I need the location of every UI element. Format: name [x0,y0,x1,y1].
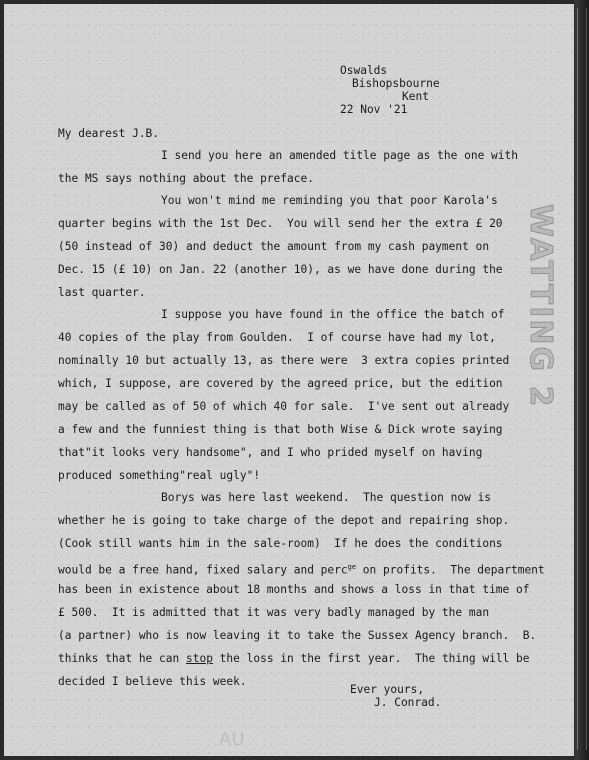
letter-date: 22 Nov '21 [340,103,408,116]
body-line: I suppose you have found in the office the batch of [161,308,505,321]
body-line: (50 instead of 30) and deduct the amount from my cash payment on [58,240,490,253]
address-line-1: Oswalds [340,64,388,77]
body-text: thinks that he can [58,652,186,665]
closing-line: Ever yours, [350,683,425,696]
archive-stamp: WATTING 2 [523,204,558,409]
body-line: that"it looks very handsome", and I who prided myself on having [58,446,483,459]
body-text: the loss in the first year. The thing will be [212,652,530,665]
body-line-with-underline [58,652,530,666]
scan-edge-bar [577,8,587,750]
address-line-2: Bishopsbourne [352,77,440,90]
body-line: I send you here an amended title page as the one with [161,149,518,162]
body-line: the MS says nothing about the preface. [58,172,314,185]
body-line: whether he is going to take charge of the depot and repairing shop. [58,514,510,527]
body-text: would be a free hand, fixed salary and perc [58,563,348,577]
letter-page [4,4,574,756]
salutation: My dearest J.B. [58,127,160,140]
body-line: which, I suppose, are covered by the agreed price, but the edition [58,377,503,390]
body-line: (a partner) who is now leaving it to take the Sussex Agency branch. B. [58,629,537,642]
body-line: last quarter. [58,286,146,299]
superscript: ge [347,563,357,571]
body-line: quarter begins with the 1st Dec. You will send her the extra £ 20 [58,217,503,230]
body-line: decided I believe this week. [58,675,247,688]
signature: J. Conrad. [374,696,442,709]
body-line-with-superscript [58,560,545,578]
address-line-3: Kent [402,90,429,103]
body-line: Borys was here last weekend. The question now is [161,491,492,504]
body-line: (Cook still wants him in the sale-room) If he does the conditions [58,537,503,550]
body-line: £ 500. It is admitted that it was very badly managed by the man [58,606,490,619]
body-line: produced something"real ugly"! [58,469,261,482]
smudge-mark: AU [219,729,245,750]
body-line: a few and the funniest thing is that both Wise & Dick wrote saying [58,423,503,436]
body-line: 40 copies of the play from Goulden. I of course have had my lot, [58,331,496,344]
scan-edge [575,0,589,760]
body-line: may be called as of 50 of which 40 for sale. I've sent out already [58,400,510,413]
body-line: has been in existence about 18 months and shows a loss in that time of [58,583,530,596]
body-line: nominally 10 but actually 13, as there were 3 extra copies printed [58,354,510,367]
body-text: on profits. The department [356,563,545,577]
body-line: Dec. 15 (£ 10) on Jan. 22 (another 10), as we have done during the [58,263,503,276]
underlined-word: stop [185,652,213,665]
body-line: You won't mind me reminding you that poor Karola's [161,194,498,207]
